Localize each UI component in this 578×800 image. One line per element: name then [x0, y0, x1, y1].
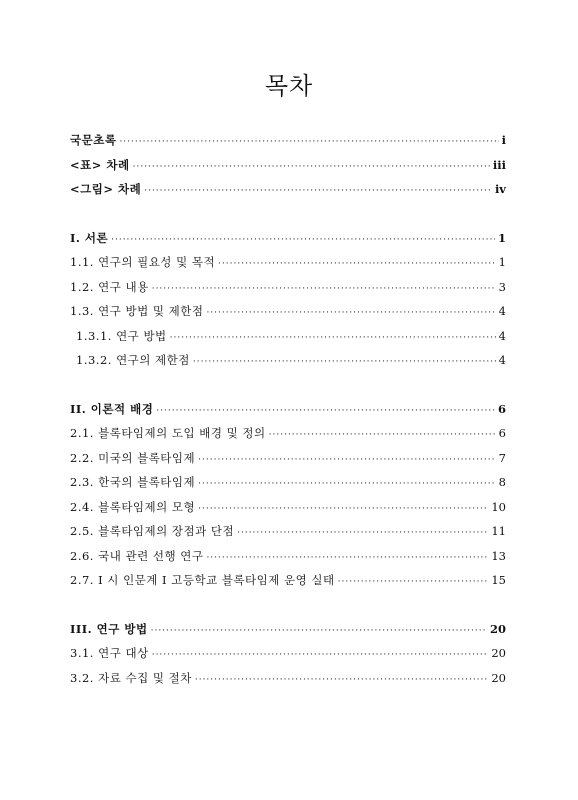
dot-leader	[144, 186, 492, 196]
dot-leader	[152, 650, 489, 660]
dot-leader	[193, 357, 496, 367]
toc-entry-1-3[interactable]	[70, 303, 506, 328]
toc-entry-page: 8	[498, 475, 506, 489]
toc-entry-page: i	[501, 133, 506, 147]
toc-entry-label: 2.1. 블록타임제의 도입 배경 및 정의	[70, 426, 266, 440]
toc-entry-page: 7	[498, 450, 506, 465]
toc-entry-label: 2.5. 블록타임제의 장점과 단점	[70, 524, 235, 538]
toc-entry-abstract[interactable]	[70, 132, 506, 157]
toc-entry-label: <표> 차례	[70, 157, 130, 172]
toc-entry-page: 4	[498, 353, 506, 367]
dot-leader	[269, 430, 496, 440]
toc-entry-label: 국문초록	[70, 133, 117, 147]
dot-leader	[111, 235, 495, 245]
toc-chapter-3[interactable]	[70, 621, 506, 646]
toc-entry-label: I. 서론	[70, 230, 109, 245]
toc-entry-label: 2.4. 블록타임제의 모형	[70, 499, 196, 514]
section-spacer	[70, 377, 506, 401]
dot-leader	[152, 284, 496, 294]
dot-leader	[198, 479, 496, 489]
dot-leader	[151, 626, 487, 636]
toc-entry-label: III. 연구 방법	[70, 621, 148, 636]
toc-entry-label: 1.2. 연구 내용	[70, 279, 149, 294]
toc-entry-2-2[interactable]	[70, 450, 506, 475]
toc-entry-page: 1	[497, 230, 506, 245]
toc-entry-label: 2.2. 미국의 블록타임제	[70, 450, 196, 465]
toc-entry-3-2[interactable]	[70, 670, 506, 695]
dot-leader	[156, 406, 495, 416]
toc-entry-label: <그림> 차례	[70, 182, 142, 196]
toc-entry-page: 3	[498, 279, 506, 294]
toc-entry-label: 2.7. I 시 인문계 I 고등학교 블록타임제 운영 실태	[70, 573, 335, 587]
toc-entry-3-1[interactable]	[70, 645, 506, 670]
toc-entry-2-1[interactable]	[70, 425, 506, 450]
section-spacer	[70, 597, 506, 621]
page-title: 목차	[264, 72, 314, 100]
toc-entry-label: 1.3.2. 연구의 제한점	[76, 353, 190, 367]
toc-entry-page: iii	[492, 157, 506, 172]
dot-leader	[119, 137, 498, 147]
toc-entry-label: 1.1. 연구의 필요성 및 목적	[70, 255, 216, 269]
toc-entry-page: 20	[491, 646, 506, 660]
dot-leader	[198, 504, 488, 514]
toc-entry-page: 6	[497, 401, 506, 416]
toc-entry-page: 20	[489, 621, 506, 636]
dot-leader	[198, 455, 496, 465]
dot-leader	[206, 553, 488, 563]
dot-leader	[237, 528, 488, 538]
toc-entry-2-6[interactable]	[70, 548, 506, 573]
dot-leader	[206, 308, 495, 318]
toc-entry-label: 2.6. 국내 관련 선행 연구	[70, 548, 204, 563]
toc-entry-label: 3.1. 연구 대상	[70, 646, 149, 660]
toc-entry-2-4[interactable]	[70, 499, 506, 524]
dot-leader	[338, 577, 489, 587]
toc-entry-page: 6	[498, 426, 506, 440]
toc-entry-1-2[interactable]	[70, 279, 506, 304]
toc-entry-page: 4	[498, 328, 506, 343]
toc-entry-label: 3.2. 자료 수집 및 절차	[70, 670, 192, 685]
toc-entry-2-5[interactable]	[70, 523, 506, 548]
toc-entry-page: 11	[491, 524, 506, 538]
toc-entry-label: 2.3. 한국의 블록타임제	[70, 475, 196, 489]
table-of-contents	[70, 132, 506, 694]
dot-leader	[218, 259, 496, 269]
toc-chapter-1[interactable]	[70, 230, 506, 255]
toc-entry-1-3-1[interactable]	[70, 328, 506, 353]
toc-entry-1-3-2[interactable]	[70, 352, 506, 377]
toc-chapter-2[interactable]	[70, 401, 506, 426]
toc-entry-page: 13	[491, 548, 506, 563]
section-spacer	[70, 206, 506, 230]
toc-entry-page: 1	[498, 255, 506, 269]
toc-entry-list-of-figures[interactable]	[70, 181, 506, 206]
toc-entry-2-3[interactable]	[70, 474, 506, 499]
dot-leader	[133, 162, 490, 172]
toc-entry-page: 4	[498, 304, 506, 318]
toc-entry-1-1[interactable]	[70, 254, 506, 279]
toc-entry-label: 1.3.1. 연구 방법	[76, 328, 167, 343]
toc-entry-page: 15	[491, 573, 506, 587]
toc-entry-page: 20	[491, 670, 506, 685]
dot-leader	[170, 333, 496, 343]
toc-entry-page: 10	[491, 499, 506, 514]
toc-entry-label: II. 이론적 배경	[70, 401, 154, 416]
toc-entry-list-of-tables[interactable]	[70, 157, 506, 182]
dot-leader	[195, 675, 489, 685]
toc-entry-page: iv	[494, 182, 506, 196]
toc-entry-label: 1.3. 연구 방법 및 제한점	[70, 304, 204, 318]
toc-entry-2-7[interactable]	[70, 572, 506, 597]
